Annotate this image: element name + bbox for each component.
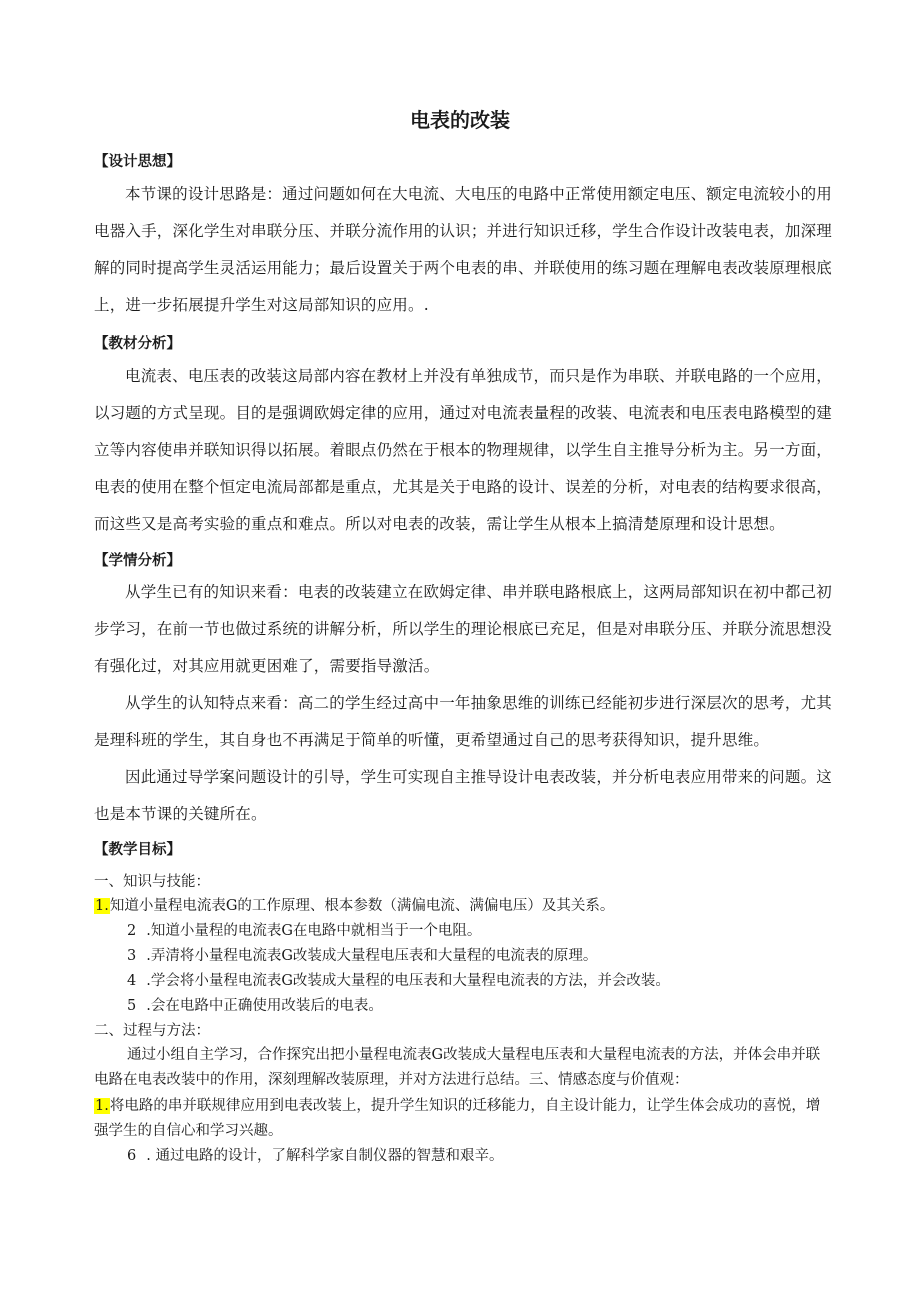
goal-item-5 (127, 994, 383, 1015)
goals-part1-title: 一、知识与技能： (94, 874, 210, 890)
learner-paragraph-2: 从学生的认知特点来看：高二的学生经过高中一年抽象思维的训练已经能初步进行深层次的思考，尤其是理科班的学生，其自身也不再满足于简单的听懂，更希望通过自己的思考获得知识，提升思维。 (94, 694, 832, 749)
learner-paragraph-1: 从学生已有的知识来看：电表的改装建立在欧姆定律、串并联电路根底上，这两局部知识在初中都己初步学习，在前一节也做过系统的讲解分析，所以学生的理论根底已充足，但是对串联分压、并联分流思想没有强化过，对其应用就更困难了，需要指导激活。 (94, 583, 832, 675)
goal-item-1-text: 知道小量程电流表G的工作原理、根本参数（满偏电流、满偏电压）及其关系。 (109, 898, 615, 914)
goal-item-3-text: .弄清将小量程电流表G改装成大量程电压表和大量程的电流表的原理。 (146, 948, 598, 964)
goal-item-3 (127, 944, 597, 965)
textbook-paragraph: 电流表、电压表的改装这局部内容在教材上并没有单独成节，而只是作为串联、并联电路的一个应用，以习题的方式呈现。目的是强调欧姆定律的应用，通过对电流表量程的改装、电流表和电压表电路模型的建立等内容使串并联知识得以拓展。着眼点仍然在于根本的物理规律，以学生自主推导分析为主。另一方面，电表的使用在整个恒定电流局部都是重点，尤其是关于电路的设计、误差的分析，对电表的结构要求很高，而这些又是高考实验的重点和难点。所以对电表的改装，需让学生从根本上搞清楚原理和设计思想。 (94, 367, 832, 533)
emotion-item-6-number: 6 (127, 1148, 137, 1164)
goal-item-2 (127, 919, 481, 940)
goal-item-1 (94, 894, 614, 915)
goal-item-2-number: 2 (127, 923, 137, 939)
emotion-item-6-text: . 通过电路的设计，了解科学家自制仪器的智慧和艰辛。 (146, 1148, 504, 1164)
emotion-item-1-text: 将电路的串并联规律应用到电表改装上，提升学生知识的迁移能力，自主设计能力，让学生体会成功的喜悦，增强学生的自信心和学习兴趣。 (94, 1098, 821, 1139)
goal-item-5-text: .会在电路中正确使用改装后的电表。 (146, 998, 383, 1014)
learner-paragraph-3: 因此通过导学案问题设计的引导，学生可实现自主推导设计电表改装，并分析电表应用带来的问题。这也是本节课的关键所在。 (94, 768, 832, 823)
item-number-highlight: 1. (95, 898, 109, 914)
goal-item-5-number: 5 (127, 998, 137, 1014)
emotion-item-1 (94, 1094, 834, 1144)
design-paragraph: 本节课的设计思路是：通过问题如何在大电流、大电压的电路中正常使用额定电压、额定电流较小的用电器入手，深化学生对串联分压、并联分流作用的认识；并进行知识迁移，学生合作设计改装电表，加深理解的同时提高学生灵活运用能力；最后设置关于两个电表的串、并联使用的练习题在理解电表改装原理根底上，进一步拓展提升学生对这局部知识的应用。. (94, 185, 832, 314)
goal-item-3-number: 3 (127, 948, 137, 964)
goal-item-2-text: .知道小量程的电流表G在电路中就相当于一个电阻。 (146, 923, 482, 939)
goal-item-4-text: .学会将小量程电流表G改装成大量程的电压表和大量程电流表的方法，并会改装。 (146, 973, 670, 989)
section-heading-design: 【设计思想】 (94, 154, 181, 170)
page-title: 电表的改装 (410, 108, 510, 132)
goal-item-4-number: 4 (127, 973, 137, 989)
section-heading-learner: 【学情分析】 (94, 553, 181, 569)
goal-item-4 (127, 969, 670, 990)
goals-part2-paragraph: 通过小组自主学习，合作探究出把小量程电流表G改装成大量程电压表和大量程电流表的方法，并体会串并联电路在电表改装中的作用，深刻理解改装原理，并对方法进行总结。三、情感态度与价值观： (94, 1047, 821, 1088)
goals-part2-title: 二、过程与方法： (94, 1023, 210, 1039)
emotion-item-6 (127, 1144, 503, 1165)
section-heading-goals: 【教学目标】 (94, 842, 181, 858)
item-number-highlight: 1. (95, 1098, 109, 1114)
section-heading-textbook: 【教材分析】 (94, 336, 181, 352)
